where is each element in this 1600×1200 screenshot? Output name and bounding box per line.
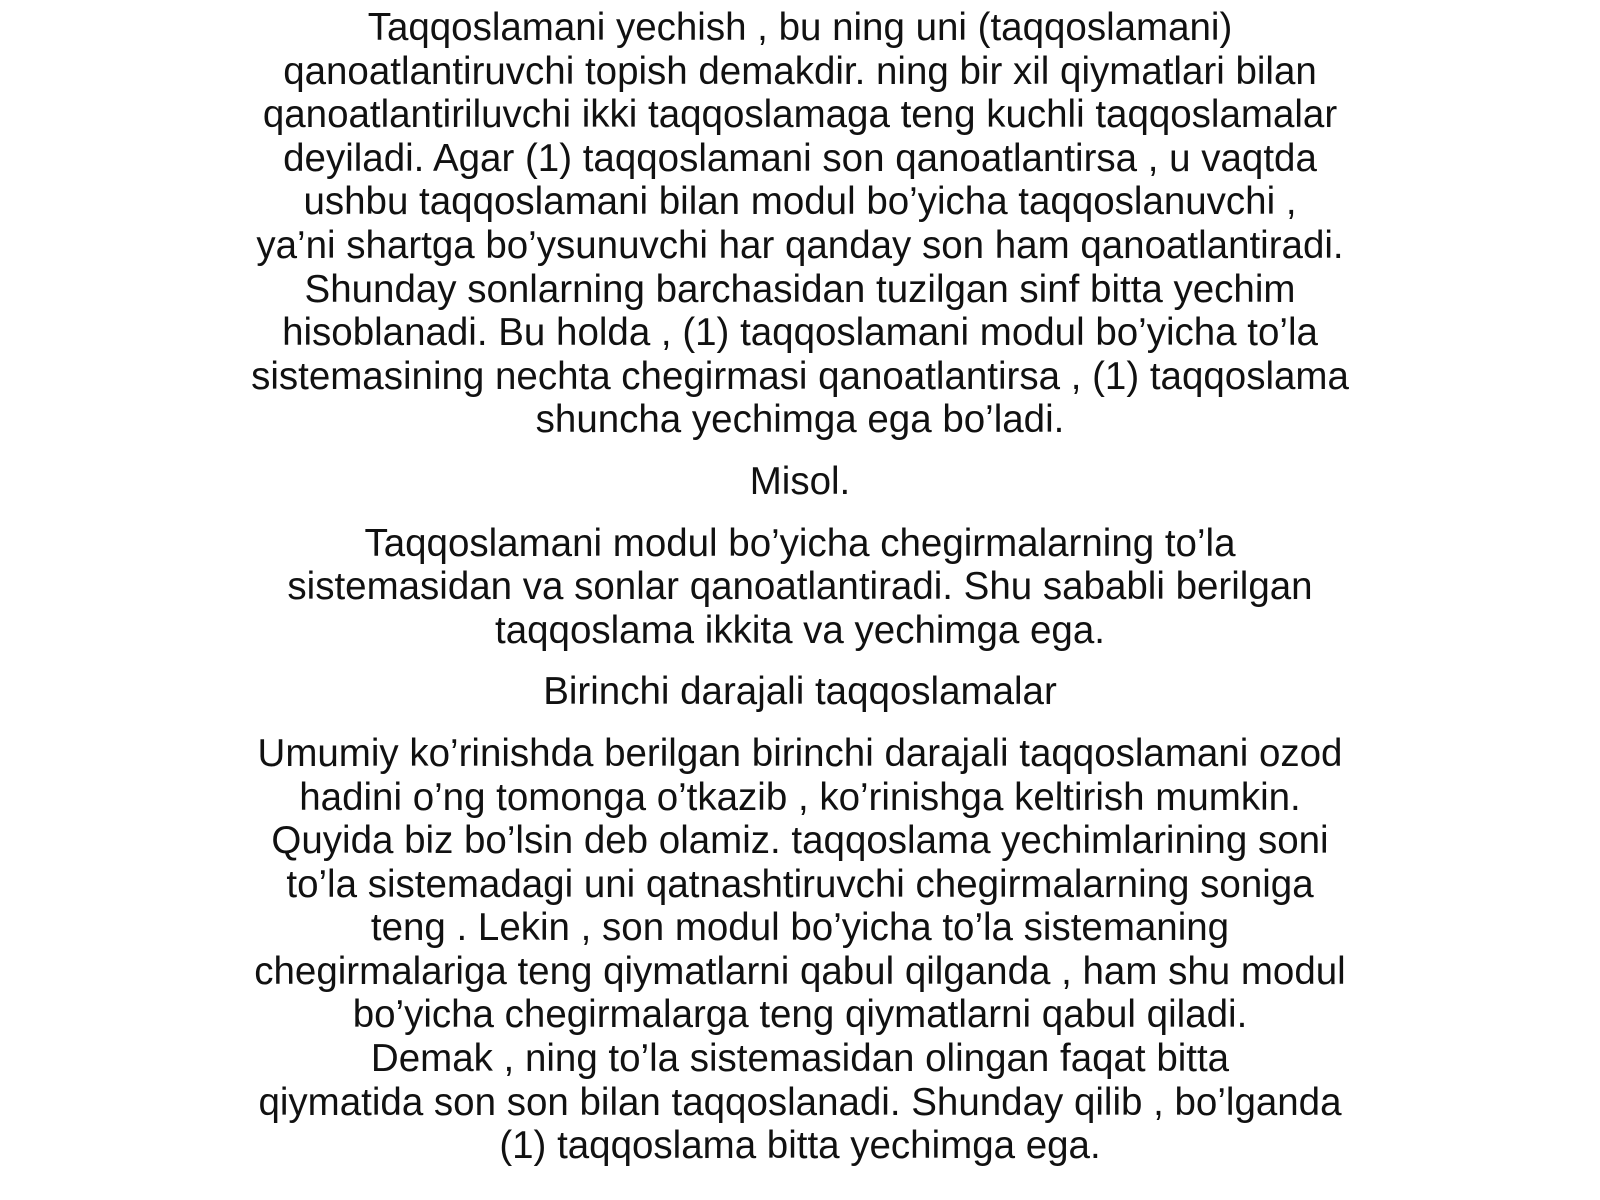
text-line: ya’ni shartga bo’ysunuvchi har qanday son ham qanoatlantiradi.	[256, 223, 1344, 267]
text-line: shuncha yechimga ega bo’ladi.	[535, 398, 1065, 442]
paragraph-example	[200, 522, 1400, 653]
text-line: chegirmalariga teng qiymatlarni qabul qilganda , ham shu modul	[254, 949, 1346, 993]
text-line: hisoblanadi. Bu holda , (1) taqqoslamani modul bo’yicha to’la	[282, 311, 1318, 355]
text-line: Taqqoslamani yechish , bu ning uni (taqqoslamani)	[367, 6, 1233, 49]
text-line: Misol.	[749, 459, 851, 503]
text-line: hadini o’ng tomonga o’tkazib , ko’rinishga keltirish mumkin.	[299, 775, 1301, 819]
paragraph-definition	[200, 6, 1400, 442]
text-line: (1) taqqoslama bitta yechimga ega.	[499, 1124, 1101, 1168]
text-line: deyiladi. Agar (1) taqqoslamani son qanoatlantirsa , u vaqtda	[283, 136, 1317, 180]
text-line: qiymatida son son bilan taqqoslanadi. Shunday qilib , bo’lganda	[258, 1080, 1342, 1124]
text-line: qanoatlantiruvchi topish demakdir. ning bir xil qiymatlari bilan	[283, 49, 1317, 93]
text-line: sistemasidan va sonlar qanoatlantiradi. Shu sababli berilgan	[287, 565, 1313, 609]
paragraph-section-heading	[200, 670, 1400, 714]
paragraph-first-degree	[200, 732, 1400, 1168]
text-line: qanoatlantiriluvchi ikki taqqoslamaga teng kuchli taqqoslamalar	[262, 93, 1338, 137]
text-line: Umumiy ko’rinishda berilgan birinchi darajali taqqoslamani ozod	[257, 731, 1343, 775]
text-line: bo’yicha chegirmalarga teng qiymatlarni qabul qiladi.	[352, 993, 1248, 1037]
slide-text-body	[200, 6, 1400, 1186]
text-line: Demak , ning to’la sistemasidan olingan faqat bitta	[370, 1037, 1230, 1081]
text-line: Taqqoslamani modul bo’yicha chegirmalarning to’la	[364, 521, 1236, 565]
text-line: Birinchi darajali taqqoslamalar	[543, 670, 1057, 714]
text-line: sistemasining nechta chegirmasi qanoatlantirsa , (1) taqqoslama	[251, 354, 1349, 398]
text-line: to’la sistemadagi uni qatnashtiruvchi chegirmalarning soniga	[286, 862, 1314, 906]
text-line: Quyida biz bo’lsin deb olamiz. taqqoslama yechimlarining soni	[271, 819, 1329, 863]
text-line: Shunday sonlarning barchasidan tuzilgan sinf bitta yechim	[304, 267, 1296, 311]
text-line: taqqoslama ikkita va yechimga ega.	[495, 608, 1105, 652]
text-line: teng . Lekin , son modul bo’yicha to’la sistemaning	[370, 906, 1230, 950]
paragraph-example-heading	[200, 460, 1400, 504]
text-line: ushbu taqqoslamani bilan modul bo’yicha taqqoslanuvchi ,	[303, 180, 1297, 224]
